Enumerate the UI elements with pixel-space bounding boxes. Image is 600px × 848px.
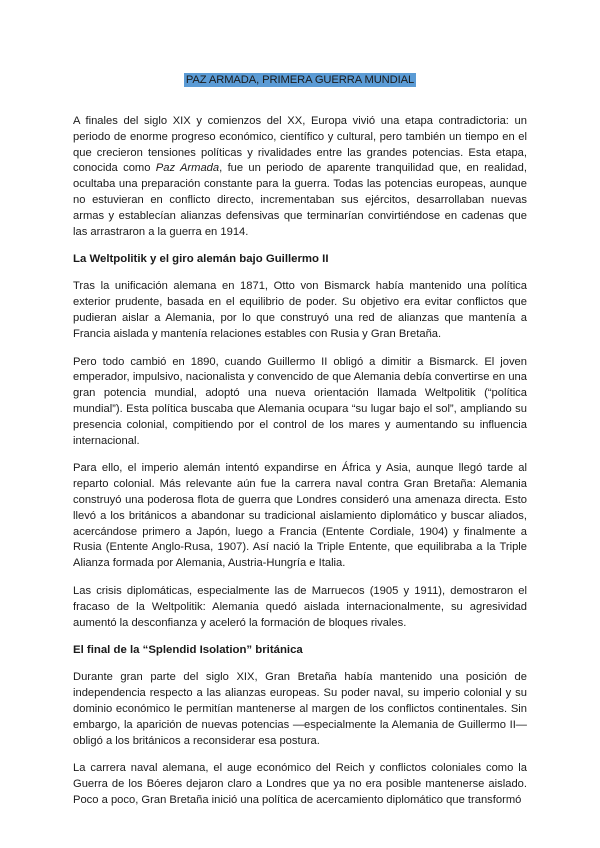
weltpolitik-paragraph-1: Tras la unificación alemana en 1871, Otto von Bismarck había mantenido una política exterior prudente, basada en el equilibrio de poder. Su objetivo era evitar conflictos que pudieran aislar a Alemania, por lo que construyó una red de alianzas que mantenía a Francia aislada y mantenía relaciones estables con Rusia y Gran Bretaña. <box>73 280 527 340</box>
intro-text-pre: A finales del siglo XIX y comienzos del XX, Europa vivió una etapa contradictoria: un periodo de enorme progreso económico, científico y cultural, pero también un tiempo en el que crecieron tensiones políticas y rivalidades entre las grandes potencias. Esta etapa, conocida como <box>73 115 527 175</box>
section-heading-splendid-isolation: El final de la “Splendid Isolation” británica <box>73 644 303 657</box>
weltpolitik-paragraph-4: Las crisis diplomáticas, especialmente las de Marruecos (1905 y 1911), demostraron el fracaso de la Weltpolitik: Alemania quedó aislada internacionalmente, su agresividad aumentó la desconfianza y aceleró la formación de bloques rivales. <box>73 584 527 629</box>
weltpolitik-paragraph-2: Pero todo cambió en 1890, cuando Guillermo II obligó a dimitir a Bismarck. El joven emperador, impulsivo, nacionalista y convencido de que Alemania debía convertirse en una gran potencia mundial, adoptó una nueva orientación llamada Weltpolitik (“política mundial”). Esta política buscaba que Alemania ocupara “su lugar bajo el sol”, ampliando su presencia colonial, compitiendo por el control de los mares y aumentando su influencia internacional. <box>73 355 527 447</box>
weltpolitik-paragraph-3: Para ello, el imperio alemán intentó expandirse en África y Asia, aunque llegó tarde al reparto colonial. Más relevante aún fue la carrera naval contra Gran Bretaña: Alemania construyó una poderosa flota de guerra que Londres consideró una amenaza directa. Esto llevó a los británicos a abandonar su tradicional aislamiento diplomático y buscar aliados, acercándose primero a Japón, luego a Francia (Entente Cordiale, 1904) y finalmente a Rusia (Entente Anglo-Rusa, 1907). Así nació la Triple Entente, que equilibraba a la Triple Alianza formada por Alemania, Austria-Hungría e Italia. <box>73 462 527 570</box>
isolation-paragraph-2: La carrera naval alemana, el auge económico del Reich y conflictos coloniales como la Guerra de los Bóeres dejaron claro a Londres que ya no era posible mantenerse aislado. Poco a poco, Gran Bretaña inició una política de acercamiento diplomático que transformó <box>73 762 527 806</box>
intro-paragraph <box>73 114 527 240</box>
intro-text-post: , fue un periodo de aparente tranquilidad que, en realidad, ocultaba una preparación constante para la guerra. Todas las potencias europeas, aunque no estuvieran en conflicto directo, incrementaban sus ejércitos, desarrollaban nuevas armas y establecían alianzas defensivas que terminarían convirtiéndose en cadenas que las arrastraron a la guerra en 1914. <box>73 162 527 238</box>
isolation-paragraph-1: Durante gran parte del siglo XIX, Gran Bretaña había mantenido una posición de independencia respecto a las alianzas europeas. Su poder naval, su imperio colonial y su dominio económico le permitían mantenerse al margen de los conflictos continentales. Sin embargo, la aparición de nuevas potencias —especialmente la Alemania de Guillermo II— obligó a los británicos a reconsiderar esa postura. <box>73 671 527 747</box>
title-wrapper <box>73 70 527 88</box>
section-heading-weltpolitik: La Weltpolitik y el giro alemán bajo Guillermo II <box>73 253 329 266</box>
document-title: PAZ ARMADA, PRIMERA GUERRA MUNDIAL <box>185 74 415 86</box>
intro-italic-term: Paz Armada <box>155 162 220 175</box>
